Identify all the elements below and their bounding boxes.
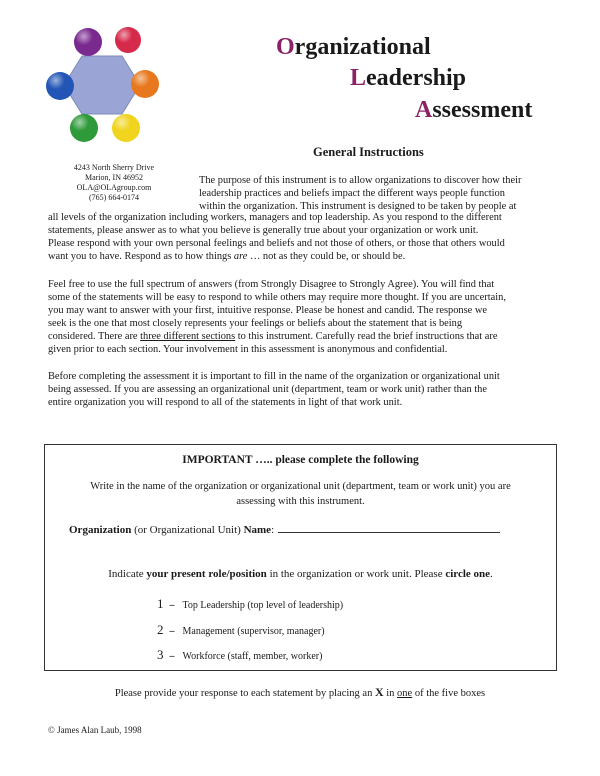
option-label: Management (supervisor, manager) — [182, 626, 325, 637]
p1-line: within the organization. This instrument is designed to be taken by people at — [199, 200, 517, 212]
organization-name-row — [69, 523, 500, 536]
title-line-leadership — [350, 64, 466, 92]
address-block — [62, 163, 166, 203]
role-instruction — [45, 568, 556, 580]
p2-line: some of the statements will be easy to respond to while others may require more thought. If you are uncertain, — [48, 291, 506, 303]
role-end: . — [490, 568, 493, 580]
response-post: of the five boxes — [412, 688, 486, 699]
role-bold: your present role/position — [146, 568, 267, 580]
p2-l5-post: to this instrument. Carefully read the brief instructions that are — [235, 330, 498, 342]
important-box — [44, 444, 557, 671]
option-dash: – — [169, 626, 175, 637]
instruction-line: Write in the name of the organization or organizational unit (department, team or work unit) you are — [90, 481, 511, 492]
response-instruction — [0, 685, 600, 700]
p1-line: Please respond with your own personal feelings and beliefs and not those of others, or those that others would — [48, 237, 505, 249]
p1-line: leadership practices and beliefs impact the different ways people function — [199, 187, 505, 199]
option-label: Workforce (staff, member, worker) — [182, 651, 323, 662]
title-rest-1: rganizational — [294, 34, 431, 60]
p1-line: want you to have. Respond as to how things — [48, 250, 232, 262]
important-box-title: IMPORTANT ….. please complete the following — [182, 454, 419, 466]
p1-tail: … not as they could be, or should be. — [247, 250, 406, 262]
organization-name-field[interactable] — [278, 523, 500, 533]
important-box-instruction — [45, 480, 556, 509]
option-dash: – — [169, 651, 175, 662]
instructions-paragraph-1-bottom — [48, 212, 558, 264]
p2-line: seek is the one that most closely represents your feelings or beliefs about the statement that is being — [48, 317, 463, 329]
response-pre: Please provide your response to each statement by placing an — [114, 688, 375, 699]
general-instructions-heading: General Instructions — [313, 145, 424, 159]
p2-l5-pre: considered. There are — [48, 330, 141, 342]
title-line-assessment — [415, 96, 532, 124]
instructions-paragraph-2 — [48, 279, 558, 356]
p1-last-line — [48, 251, 558, 264]
role-pre: Indicate — [108, 568, 147, 580]
instruction-line: assessing with this instrument. — [236, 495, 365, 507]
title-initial-l: L — [350, 65, 367, 91]
response-x: X — [374, 685, 384, 699]
response-mid: in — [383, 688, 398, 699]
instructions-paragraph-3 — [48, 371, 558, 410]
org-colon: : — [271, 524, 275, 536]
p1-are-italic: are — [233, 250, 248, 262]
role-option-top-leadership[interactable] — [157, 596, 343, 612]
option-number: 1 — [157, 596, 164, 611]
p3-line: being assessed. If you are assessing an organizational unit (department, team or work unit) rather than the — [48, 383, 487, 395]
role-mid: in the organization or work unit. Please — [266, 568, 446, 580]
p3-line: Before completing the assessment it is important to fill in the name of the organization or organizational unit — [48, 371, 500, 382]
logo-hexagon — [64, 56, 140, 114]
p1-line: The purpose of this instrument is to allow organizations to discover how their — [199, 175, 522, 186]
org-label-bold: Organization — [69, 524, 132, 536]
instructions-paragraph-1-top — [199, 175, 554, 214]
title-line-organizational — [276, 33, 431, 61]
p1-line: all levels of the organization including workers, managers and top leadership. As you respond to the different — [48, 212, 502, 223]
title-initial-o: O — [276, 34, 295, 60]
role-circle-one: circle one — [445, 568, 491, 580]
title-initial-a: A — [415, 97, 433, 123]
p2-line: Feel free to use the full spectrum of answers (from Strongly Disagree to Strongly Agree). You will find that — [48, 279, 495, 290]
copyright: © James Alan Laub, 1998 — [48, 725, 142, 735]
org-label-mid: (or Organizational Unit) — [131, 524, 244, 536]
p2-line: you may want to answer with your first, intuitive response. Please be honest and candid. The response we — [48, 304, 487, 316]
p1-line: statements, please answer as to what you believe is generally true about your organization or work unit. — [48, 224, 479, 236]
option-number: 3 — [157, 647, 164, 662]
address-street: 4243 North Sherry Drive — [73, 163, 155, 172]
address-phone: (765) 664-0174 — [89, 193, 139, 202]
role-option-management[interactable] — [157, 622, 325, 638]
address-city: Marion, IN 46952 — [85, 173, 143, 182]
org-label-name: Name — [243, 524, 272, 536]
p3-line: entire organization you will respond to all of the statements in light of that work unit. — [48, 396, 403, 408]
p2-line: given prior to each section. Your involvement in this assessment is anonymous and confidential. — [48, 343, 448, 355]
role-option-workforce[interactable] — [157, 647, 322, 663]
title-rest-2: eadership — [366, 65, 467, 91]
three-sections-underlined: three different sections — [140, 330, 236, 342]
response-one-underlined: one — [397, 688, 413, 699]
address-email[interactable]: OLA@OLAgroup.com — [76, 183, 152, 192]
option-label: Top Leadership (top level of leadership) — [182, 600, 344, 611]
ola-logo — [44, 26, 160, 144]
option-dash: – — [169, 600, 175, 611]
p2-line-sections — [48, 331, 558, 344]
title-rest-3: ssessment — [432, 97, 533, 123]
option-number: 2 — [157, 622, 164, 637]
